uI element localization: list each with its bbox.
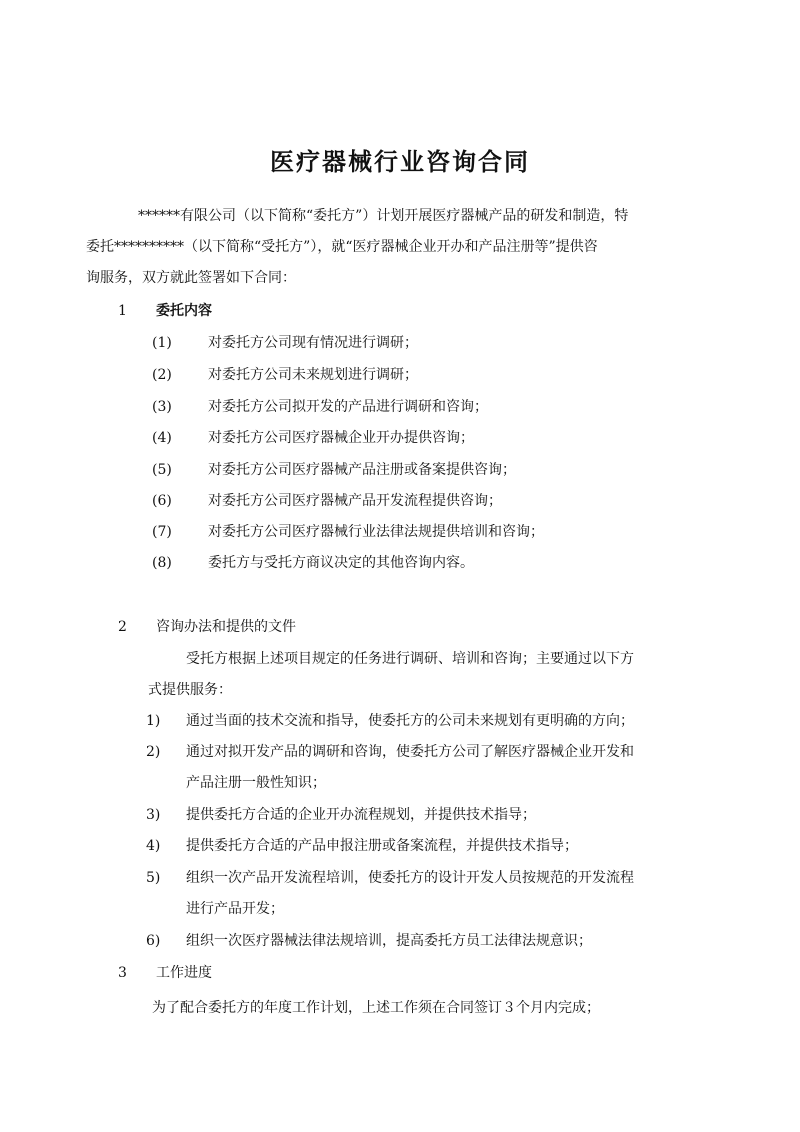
section-1-item-label: (1) <box>152 335 172 351</box>
section-1-item-label: (3) <box>152 399 172 415</box>
section-2-para-line-1: 受托方根据上述项目规定的任务进行调研、培训和咨询；主要通过以下方 <box>186 651 634 667</box>
section-2-item-text-cont: 进行产品开发； <box>186 901 284 917</box>
section-2-number: 2 <box>118 619 127 635</box>
section-1-item-text: 对委托方公司未来规划进行调研； <box>208 367 418 383</box>
section-1-item-text: 委托方与受托方商议决定的其他咨询内容。 <box>208 555 474 571</box>
section-2-item-label: 2) <box>146 744 161 760</box>
section-1-item-label: (5) <box>152 462 172 478</box>
section-1-item-text: 对委托方公司现有情况进行调研； <box>208 335 418 351</box>
section-3-number: 3 <box>118 965 127 981</box>
section-2-item-label: 5) <box>146 870 161 886</box>
section-2-item-text: 通过当面的技术交流和指导，使委托方的公司未来规划有更明确的方向； <box>186 713 634 729</box>
section-1-item-text: 对委托方公司拟开发的产品进行调研和咨询； <box>208 399 488 415</box>
section-1-item-label: (2) <box>152 367 172 383</box>
section-2-item-text: 组织一次医疗器械法律法规培训，提高委托方员工法律法规意识； <box>186 933 592 949</box>
section-1-item-label: (4) <box>152 430 172 446</box>
document-title: 医疗器械行业咨询合同 <box>270 147 530 176</box>
intro-line-2: 委托**********（以下简称“受托方”），就“医疗器械企业开办和产品注册等”提供咨 <box>86 239 598 255</box>
section-2-item-text-cont: 产品注册一般性知识； <box>186 775 326 791</box>
section-1-item-text: 对委托方公司医疗器械企业开办提供咨询； <box>208 430 474 446</box>
section-2-item-label: 3) <box>146 807 161 823</box>
section-1-item-text: 对委托方公司医疗器械产品开发流程提供咨询； <box>208 493 502 509</box>
section-2-para-line-2: 式提供服务： <box>148 682 232 698</box>
intro-line-1: ******有限公司（以下简称“委托方”）计划开展医疗器械产品的研发和制造，特 <box>138 208 629 224</box>
section-1-heading: 委托内容 <box>156 303 212 319</box>
section-1-number: 1 <box>118 303 127 319</box>
section-3-para: 为了配合委托方的年度工作计划，上述工作须在合同签订３个月内完成； <box>152 1000 600 1016</box>
section-2-item-text: 提供委托方合适的企业开办流程规划，并提供技术指导； <box>186 807 536 823</box>
section-2-item-label: 4) <box>146 838 161 854</box>
section-1-item-label: (6) <box>152 493 172 509</box>
section-1-item-label: (8) <box>152 555 172 571</box>
intro-line-3: 询服务，双方就此签署如下合同： <box>86 270 296 286</box>
section-1-item-text: 对委托方公司医疗器械行业法律法规提供培训和咨询； <box>208 524 544 540</box>
section-3-heading: 工作进度 <box>156 965 212 981</box>
section-1-item-label: (7) <box>152 524 172 540</box>
section-2-heading: 咨询办法和提供的文件 <box>156 619 296 635</box>
section-2-item-text: 提供委托方合适的产品申报注册或备案流程，并提供技术指导； <box>186 838 578 854</box>
section-2-item-label: 6) <box>146 933 161 949</box>
section-2-item-text: 通过对拟开发产品的调研和咨询，使委托方公司了解医疗器械企业开发和 <box>186 744 634 760</box>
section-1-item-text: 对委托方公司医疗器械产品注册或备案提供咨询； <box>208 462 516 478</box>
section-2-item-label: 1) <box>146 713 161 729</box>
section-2-item-text: 组织一次产品开发流程培训，使委托方的设计开发人员按规范的开发流程 <box>186 870 634 886</box>
